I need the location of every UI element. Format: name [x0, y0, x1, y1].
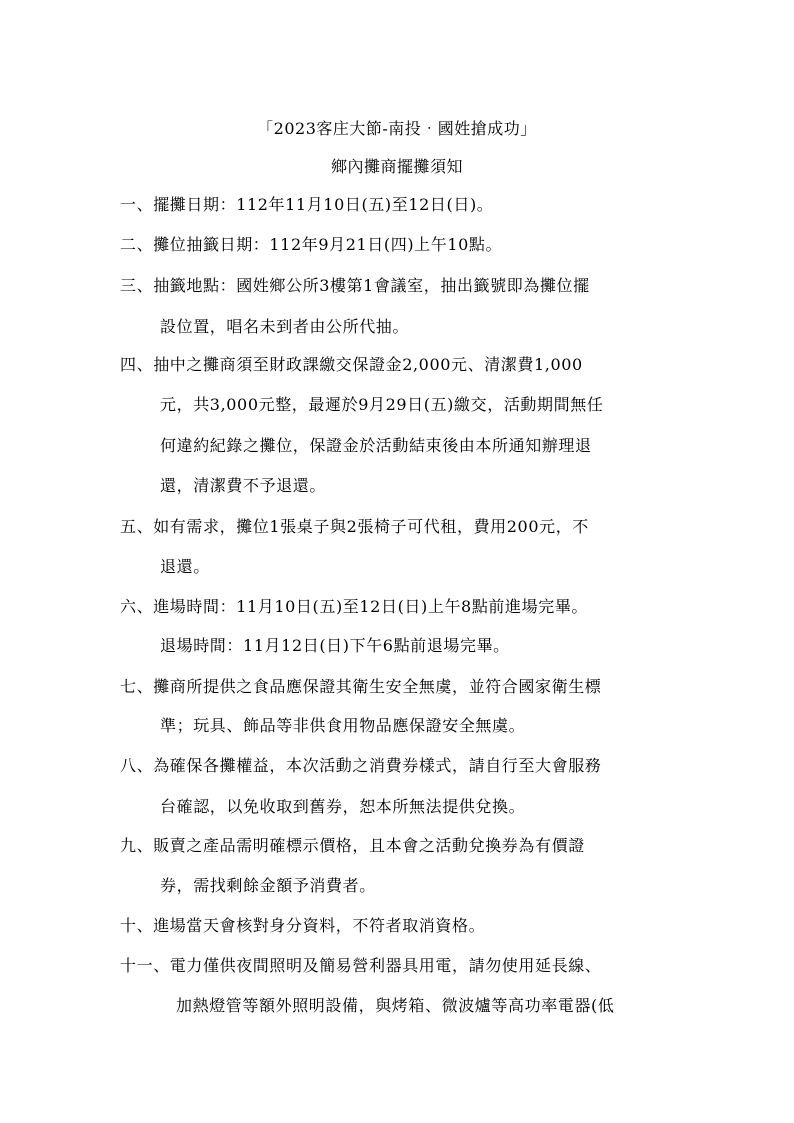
rule-item-6: 六、進場時間：11月10日(五)至12日(日)上午8點前進場完畢。: [120, 597, 589, 616]
rule-item-4-cont-1: 元，共3,000元整，最遲於9月29日(五)繳交，活動期間無任: [160, 395, 604, 414]
document-subtitle: 鄉內攤商擺攤須知: [330, 157, 463, 176]
rule-item-10: 十、進場當天會核對身分資料，不符者取消資格。: [120, 916, 486, 935]
rule-item-3: 三、抽籤地點：國姓鄉公所3樓第1會議室，抽出籤號即為攤位擺: [120, 276, 590, 295]
rule-item-5-cont: 退還。: [160, 557, 210, 576]
rule-item-5: 五、如有需求，攤位1張桌子與2張椅子可代租，費用200元，不: [120, 517, 589, 536]
rule-item-11: 十一、電力僅供夜間照明及簡易營利器具用電，請勿使用延長線、: [120, 956, 602, 975]
rule-item-4-cont-2: 何違約紀錄之攤位，保證金於活動結束後由本所通知辦理退: [160, 436, 592, 455]
rule-item-4-cont-3: 還，清潔費不予退還。: [160, 476, 327, 495]
rule-item-2: 二、攤位抽籤日期：112年9月21日(四)上午10點。: [120, 235, 503, 254]
rule-item-7-cont: 準；玩具、飾品等非供食用物品應保證安全無虞。: [160, 716, 526, 735]
rule-item-7: 七、攤商所提供之食品應保證其衛生安全無虞，並符合國家衛生標: [120, 677, 602, 696]
rule-item-1: 一、擺攤日期：112年11月10日(五)至12日(日)。: [120, 195, 494, 214]
document-title: 「2023客庄大節-南投‧國姓搶成功」: [257, 119, 537, 138]
rule-item-9: 九、販賣之產品需明確標示價格，且本會之活動兌換券為有價證: [120, 836, 585, 855]
rule-item-6-cont: 退場時間：11月12日(日)下午6點前退場完畢。: [160, 636, 510, 655]
rule-item-9-cont: 券，需找剩餘金額予消費者。: [160, 876, 376, 895]
rule-item-3-cont: 設位置，唱名未到者由公所代抽。: [160, 317, 410, 336]
rule-item-11-cont: 加熱燈管等額外照明設備，與烤箱、微波爐等高功率電器(低: [176, 996, 615, 1015]
rule-item-8: 八、為確保各攤權益，本次活動之消費券樣式，請自行至大會服務: [120, 756, 602, 775]
rule-item-4: 四、抽中之攤商須至財政課繳交保證金2,000元、清潔費1,000: [120, 355, 583, 374]
rule-item-8-cont: 台確認，以免收取到舊券，恕本所無法提供兌換。: [160, 797, 526, 816]
